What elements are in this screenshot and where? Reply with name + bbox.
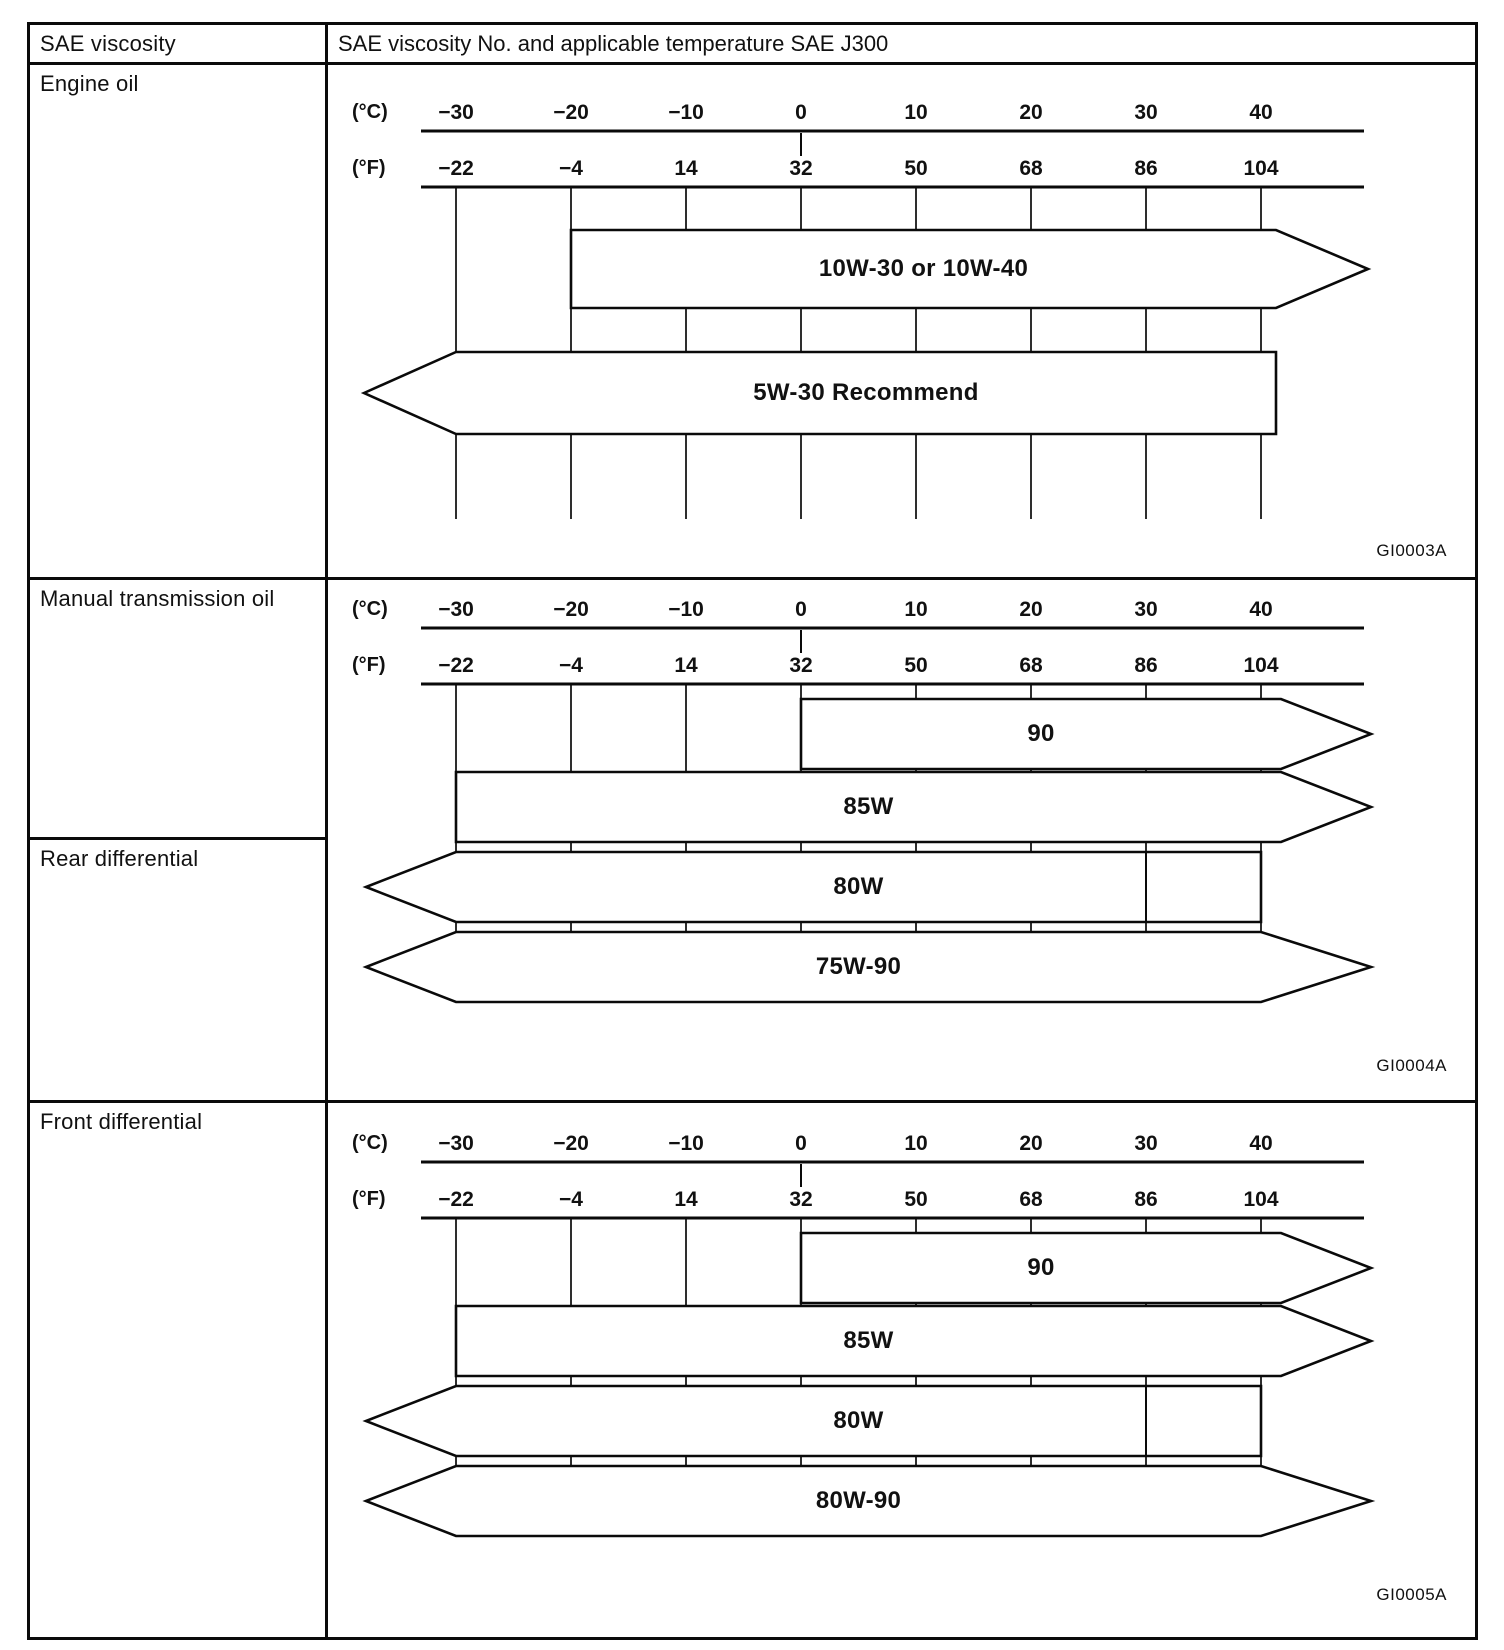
tick-label: 32	[789, 1188, 813, 1211]
tick-label: 0	[795, 1132, 807, 1155]
tick-label: −20	[553, 1132, 589, 1155]
manual-transmission-oil-cell	[30, 580, 325, 840]
tick-label: 86	[1134, 654, 1158, 677]
fahrenheit-unit-label: (°F)	[352, 157, 386, 179]
tick-label: 10	[904, 101, 928, 124]
bar-label: 85W	[843, 793, 894, 820]
tick-label: 104	[1243, 157, 1279, 180]
tick-label: 30	[1134, 598, 1158, 621]
bar-label: 80W	[833, 873, 884, 900]
tick-label: −22	[438, 157, 474, 180]
tick-label: 10	[904, 598, 928, 621]
tick-label: 20	[1019, 101, 1043, 124]
transmission-rear-diff-row	[30, 580, 1475, 1103]
tick-label: −30	[438, 101, 474, 124]
tick-label: 14	[674, 654, 698, 677]
bar-label: 85W	[843, 1327, 894, 1354]
tick-label: 20	[1019, 598, 1043, 621]
fahrenheit-unit-label: (°F)	[352, 654, 386, 676]
transmission-rear-diff-label-cell	[30, 580, 328, 1100]
engine-oil-label-cell	[30, 65, 328, 577]
tick-label: 30	[1134, 1132, 1158, 1155]
gear-oil-chart-cell	[328, 580, 1475, 1100]
figure-id: GI0005A	[1376, 1585, 1447, 1604]
tick-label: 0	[795, 101, 807, 124]
tick-label: 50	[904, 654, 928, 677]
front-diff-chart-cell	[328, 1103, 1475, 1637]
celsius-scale	[336, 1132, 1476, 1160]
tick-label: 50	[904, 1188, 928, 1211]
tick-label: −30	[438, 1132, 474, 1155]
tick-label: −10	[668, 598, 704, 621]
tick-label: 104	[1243, 1188, 1279, 1211]
tick-label: 14	[674, 157, 698, 180]
tick-label: 10	[904, 1132, 928, 1155]
fahrenheit-scale	[336, 157, 1476, 185]
bar-label: 10W-30 or 10W-40	[818, 255, 1029, 282]
gear-oil-chart	[336, 596, 1476, 1012]
engine-oil-chart	[336, 99, 1476, 539]
tick-label: −10	[668, 1132, 704, 1155]
header-left-text: SAE viscosity	[40, 31, 176, 56]
celsius-unit-label: (°C)	[352, 101, 388, 123]
front-diff-chart	[336, 1130, 1476, 1546]
tick-label: 40	[1249, 101, 1273, 124]
tick-label: −22	[438, 1188, 474, 1211]
celsius-unit-label: (°C)	[352, 1132, 388, 1154]
bar-label: 75W-90	[815, 953, 902, 980]
tick-label: 86	[1134, 1188, 1158, 1211]
celsius-scale	[336, 101, 1476, 129]
tick-label: 20	[1019, 1132, 1043, 1155]
tick-label: 68	[1019, 654, 1043, 677]
fahrenheit-scale	[336, 654, 1476, 682]
tick-label: 32	[789, 157, 813, 180]
sae-viscosity-table	[27, 22, 1478, 1640]
table-header-row	[30, 25, 1475, 65]
rear-differential-cell	[30, 840, 325, 1100]
engine-oil-chart-cell	[328, 65, 1475, 577]
manual-transmission-oil-label: Manual transmission oil	[40, 586, 275, 611]
tick-label: 86	[1134, 157, 1158, 180]
bar-label: 90	[1027, 1254, 1055, 1281]
tick-label: 50	[904, 157, 928, 180]
tick-label: 32	[789, 654, 813, 677]
tick-label: 14	[674, 1188, 698, 1211]
tick-label: −4	[559, 157, 583, 180]
tick-label: 30	[1134, 101, 1158, 124]
tick-label: −22	[438, 654, 474, 677]
bar-label: 80W-90	[815, 1487, 902, 1514]
engine-oil-row	[30, 65, 1475, 580]
fahrenheit-unit-label: (°F)	[352, 1188, 386, 1210]
engine-oil-label: Engine oil	[40, 71, 139, 96]
celsius-unit-label: (°C)	[352, 598, 388, 620]
tick-label: −4	[559, 1188, 583, 1211]
bar-label: 5W-30 Recommend	[753, 379, 979, 406]
tick-label: 40	[1249, 1132, 1273, 1155]
bar-label: 80W	[833, 1407, 884, 1434]
tick-label: 68	[1019, 1188, 1043, 1211]
tick-label: 0	[795, 598, 807, 621]
tick-label: 68	[1019, 157, 1043, 180]
header-right-text: SAE viscosity No. and applicable temperature SAE J300	[338, 31, 889, 56]
tick-label: −20	[553, 598, 589, 621]
tick-label: −4	[559, 654, 583, 677]
tick-label: −10	[668, 101, 704, 124]
tick-label: 40	[1249, 598, 1273, 621]
tick-label: −20	[553, 101, 589, 124]
rear-differential-label: Rear differential	[40, 846, 199, 871]
front-differential-label-cell	[30, 1103, 328, 1637]
front-differential-row	[30, 1103, 1475, 1637]
figure-id: GI0003A	[1376, 541, 1447, 560]
tick-label: 104	[1243, 654, 1279, 677]
tick-label: −30	[438, 598, 474, 621]
figure-id: GI0004A	[1376, 1056, 1447, 1075]
front-differential-label: Front differential	[40, 1109, 203, 1134]
header-right-cell	[328, 25, 1475, 62]
bar-label: 90	[1027, 720, 1055, 747]
header-left-cell	[30, 25, 328, 62]
celsius-scale	[336, 598, 1476, 626]
fahrenheit-scale	[336, 1188, 1476, 1216]
